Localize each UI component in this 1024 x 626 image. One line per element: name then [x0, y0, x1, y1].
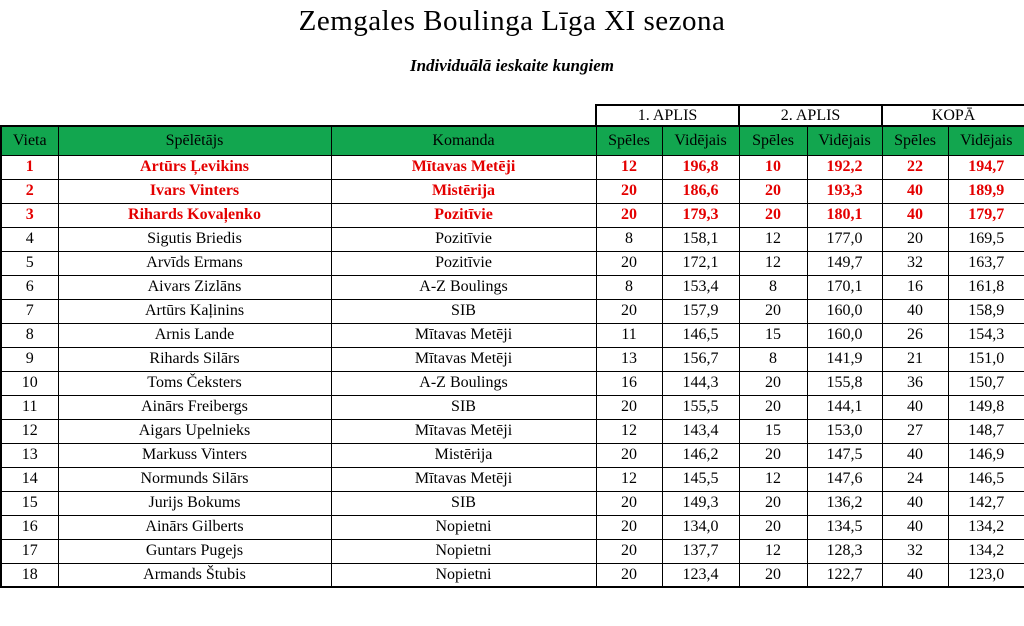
table-cell: 15 — [739, 323, 807, 347]
table-cell: 189,9 — [948, 179, 1024, 203]
column-header-speles-2: Spēles — [739, 126, 807, 155]
table-cell: 196,8 — [662, 155, 739, 179]
table-cell: 27 — [882, 419, 948, 443]
table-cell: 155,5 — [662, 395, 739, 419]
table-cell: 16 — [882, 275, 948, 299]
table-cell: 10 — [739, 155, 807, 179]
table-cell: 144,1 — [807, 395, 882, 419]
table-cell: 20 — [596, 443, 662, 467]
table-cell: 149,8 — [948, 395, 1024, 419]
table-cell: 20 — [739, 395, 807, 419]
table-cell: 177,0 — [807, 227, 882, 251]
table-cell: 40 — [882, 203, 948, 227]
group-header-round2: 2. APLIS — [739, 105, 882, 126]
table-row — [1, 155, 1024, 179]
table-cell: Mistērija — [331, 179, 596, 203]
table-cell: 149,7 — [807, 251, 882, 275]
table-cell: 22 — [882, 155, 948, 179]
table-cell: Rihards Silārs — [58, 347, 331, 371]
table-row — [1, 467, 1024, 491]
table-cell: 151,0 — [948, 347, 1024, 371]
table-cell: 13 — [1, 443, 58, 467]
table-cell: Jurijs Bokums — [58, 491, 331, 515]
table-cell: 158,9 — [948, 299, 1024, 323]
table-cell: 8 — [596, 227, 662, 251]
group-header-round1: 1. APLIS — [596, 105, 739, 126]
table-cell: Nopietni — [331, 539, 596, 563]
table-cell: Mītavas Metēji — [331, 323, 596, 347]
table-cell: 134,0 — [662, 515, 739, 539]
table-cell: 11 — [596, 323, 662, 347]
column-header-vieta: Vieta — [1, 126, 58, 155]
table-cell: 5 — [1, 251, 58, 275]
table-cell: 160,0 — [807, 299, 882, 323]
table-cell: 20 — [596, 515, 662, 539]
table-cell: 6 — [1, 275, 58, 299]
table-cell: 15 — [1, 491, 58, 515]
table-row — [1, 203, 1024, 227]
table-cell: 147,6 — [807, 467, 882, 491]
table-cell: Sigutis Briedis — [58, 227, 331, 251]
table-row — [1, 419, 1024, 443]
table-cell: 20 — [739, 299, 807, 323]
column-header-videjais-1: Vidējais — [662, 126, 739, 155]
table-row — [1, 539, 1024, 563]
table-cell: SIB — [331, 299, 596, 323]
table-row — [1, 275, 1024, 299]
table-cell: 9 — [1, 347, 58, 371]
table-row — [1, 227, 1024, 251]
table-cell: 179,3 — [662, 203, 739, 227]
table-cell: 12 — [739, 539, 807, 563]
table-row — [1, 323, 1024, 347]
blank-spacer-cell — [1, 105, 596, 126]
table-cell: 20 — [596, 299, 662, 323]
table-cell: 153,0 — [807, 419, 882, 443]
table-cell: 150,7 — [948, 371, 1024, 395]
table-cell: Aigars Upelnieks — [58, 419, 331, 443]
column-header-row — [1, 126, 1024, 155]
table-cell: 20 — [596, 491, 662, 515]
table-cell: Pozitīvie — [331, 251, 596, 275]
table-cell: 180,1 — [807, 203, 882, 227]
table-cell: 12 — [596, 155, 662, 179]
table-cell: Mītavas Metēji — [331, 155, 596, 179]
column-header-videjais-total: Vidējais — [948, 126, 1024, 155]
table-cell: 163,7 — [948, 251, 1024, 275]
table-cell: 4 — [1, 227, 58, 251]
table-cell: 15 — [739, 419, 807, 443]
table-cell: 154,3 — [948, 323, 1024, 347]
standings-body — [1, 155, 1024, 587]
table-row — [1, 515, 1024, 539]
table-cell: 17 — [1, 539, 58, 563]
table-cell: 149,3 — [662, 491, 739, 515]
table-cell: 40 — [882, 515, 948, 539]
table-cell: Artūrs Kaļinins — [58, 299, 331, 323]
table-row — [1, 443, 1024, 467]
table-cell: 158,1 — [662, 227, 739, 251]
table-cell: 3 — [1, 203, 58, 227]
table-cell: 20 — [739, 515, 807, 539]
table-cell: 20 — [596, 395, 662, 419]
table-cell: Aivars Zizlāns — [58, 275, 331, 299]
table-cell: 146,2 — [662, 443, 739, 467]
table-cell: 147,5 — [807, 443, 882, 467]
table-cell: Nopietni — [331, 515, 596, 539]
table-cell: Pozitīvie — [331, 227, 596, 251]
table-cell: 142,7 — [948, 491, 1024, 515]
table-cell: 141,9 — [807, 347, 882, 371]
table-row — [1, 491, 1024, 515]
table-cell: 128,3 — [807, 539, 882, 563]
table-cell: 134,2 — [948, 515, 1024, 539]
table-cell: Mītavas Metēji — [331, 419, 596, 443]
table-cell: Markuss Vinters — [58, 443, 331, 467]
table-cell: 186,6 — [662, 179, 739, 203]
table-cell: 122,7 — [807, 563, 882, 587]
table-cell: 179,7 — [948, 203, 1024, 227]
table-row — [1, 251, 1024, 275]
column-header-komanda: Komanda — [331, 126, 596, 155]
column-header-speles-total: Spēles — [882, 126, 948, 155]
table-cell: 146,9 — [948, 443, 1024, 467]
table-cell: 20 — [739, 443, 807, 467]
table-cell: Toms Čeksters — [58, 371, 331, 395]
table-cell: A-Z Boulings — [331, 371, 596, 395]
table-row — [1, 179, 1024, 203]
table-cell: 169,5 — [948, 227, 1024, 251]
table-cell: A-Z Boulings — [331, 275, 596, 299]
table-cell: 146,5 — [662, 323, 739, 347]
table-cell: 21 — [882, 347, 948, 371]
table-cell: Ivars Vinters — [58, 179, 331, 203]
table-cell: 40 — [882, 299, 948, 323]
table-row — [1, 371, 1024, 395]
table-cell: 20 — [739, 179, 807, 203]
table-cell: Guntars Pugejs — [58, 539, 331, 563]
table-cell: 1 — [1, 155, 58, 179]
table-cell: Mītavas Metēji — [331, 347, 596, 371]
table-cell: 32 — [882, 539, 948, 563]
table-cell: 40 — [882, 395, 948, 419]
table-cell: Arnis Lande — [58, 323, 331, 347]
table-cell: 20 — [596, 539, 662, 563]
table-cell: 40 — [882, 443, 948, 467]
table-cell: 40 — [882, 179, 948, 203]
table-cell: 20 — [739, 491, 807, 515]
table-cell: 16 — [596, 371, 662, 395]
table-cell: 137,7 — [662, 539, 739, 563]
table-cell: 8 — [739, 347, 807, 371]
table-cell: 36 — [882, 371, 948, 395]
table-cell: 12 — [1, 419, 58, 443]
table-row — [1, 299, 1024, 323]
table-cell: 10 — [1, 371, 58, 395]
table-cell: 18 — [1, 563, 58, 587]
group-header-total: KOPĀ — [882, 105, 1024, 126]
table-cell: 20 — [739, 371, 807, 395]
table-cell: 160,0 — [807, 323, 882, 347]
table-cell: 194,7 — [948, 155, 1024, 179]
table-cell: 20 — [739, 203, 807, 227]
table-cell: Mītavas Metēji — [331, 467, 596, 491]
table-cell: 20 — [596, 251, 662, 275]
table-cell: 24 — [882, 467, 948, 491]
table-cell: Rihards Kovaļenko — [58, 203, 331, 227]
table-cell: Nopietni — [331, 563, 596, 587]
table-cell: 148,7 — [948, 419, 1024, 443]
table-cell: 7 — [1, 299, 58, 323]
table-cell: 193,3 — [807, 179, 882, 203]
table-cell: 157,9 — [662, 299, 739, 323]
table-cell: Mistērija — [331, 443, 596, 467]
table-cell: 12 — [596, 467, 662, 491]
table-cell: 40 — [882, 563, 948, 587]
table-cell: Ainārs Freibergs — [58, 395, 331, 419]
page-header — [0, 0, 1024, 104]
page-subtitle: Individuālā ieskaite kungiem — [409, 56, 615, 75]
group-header-row — [1, 105, 1024, 126]
table-cell: 12 — [739, 467, 807, 491]
page-title: Zemgales Boulinga Līga XI sezona — [298, 5, 726, 37]
table-row — [1, 563, 1024, 587]
table-cell: 12 — [739, 251, 807, 275]
table-cell: 40 — [882, 491, 948, 515]
table-cell: 134,2 — [948, 539, 1024, 563]
table-cell: 134,5 — [807, 515, 882, 539]
table-cell: 20 — [596, 179, 662, 203]
table-cell: 143,4 — [662, 419, 739, 443]
table-cell: 8 — [1, 323, 58, 347]
table-cell: Armands Štubis — [58, 563, 331, 587]
table-cell: 26 — [882, 323, 948, 347]
table-cell: 146,5 — [948, 467, 1024, 491]
table-cell: SIB — [331, 491, 596, 515]
table-cell: 14 — [1, 467, 58, 491]
table-cell: 16 — [1, 515, 58, 539]
table-cell: 145,5 — [662, 467, 739, 491]
table-cell: Pozitīvie — [331, 203, 596, 227]
table-row — [1, 395, 1024, 419]
table-cell: 12 — [596, 419, 662, 443]
table-cell: 192,2 — [807, 155, 882, 179]
table-cell: 153,4 — [662, 275, 739, 299]
table-cell: 144,3 — [662, 371, 739, 395]
table-cell: 8 — [596, 275, 662, 299]
table-cell: 170,1 — [807, 275, 882, 299]
table-row — [1, 347, 1024, 371]
table-cell: 155,8 — [807, 371, 882, 395]
column-header-speles-1: Spēles — [596, 126, 662, 155]
table-cell: SIB — [331, 395, 596, 419]
table-cell: Arvīds Ermans — [58, 251, 331, 275]
table-cell: 20 — [882, 227, 948, 251]
table-cell: 123,0 — [948, 563, 1024, 587]
column-header-videjais-2: Vidējais — [807, 126, 882, 155]
table-cell: 20 — [739, 563, 807, 587]
table-cell: 2 — [1, 179, 58, 203]
table-cell: 11 — [1, 395, 58, 419]
table-cell: 156,7 — [662, 347, 739, 371]
table-cell: 8 — [739, 275, 807, 299]
table-cell: 161,8 — [948, 275, 1024, 299]
table-cell: 172,1 — [662, 251, 739, 275]
table-cell: 20 — [596, 203, 662, 227]
table-cell: Artūrs Ļevikins — [58, 155, 331, 179]
table-cell: 123,4 — [662, 563, 739, 587]
standings-table — [0, 104, 1024, 588]
table-cell: 13 — [596, 347, 662, 371]
table-cell: 136,2 — [807, 491, 882, 515]
table-cell: 20 — [596, 563, 662, 587]
table-cell: 12 — [739, 227, 807, 251]
column-header-speletajs: Spēlētājs — [58, 126, 331, 155]
table-cell: 32 — [882, 251, 948, 275]
table-cell: Ainārs Gilberts — [58, 515, 331, 539]
table-cell: Normunds Silārs — [58, 467, 331, 491]
